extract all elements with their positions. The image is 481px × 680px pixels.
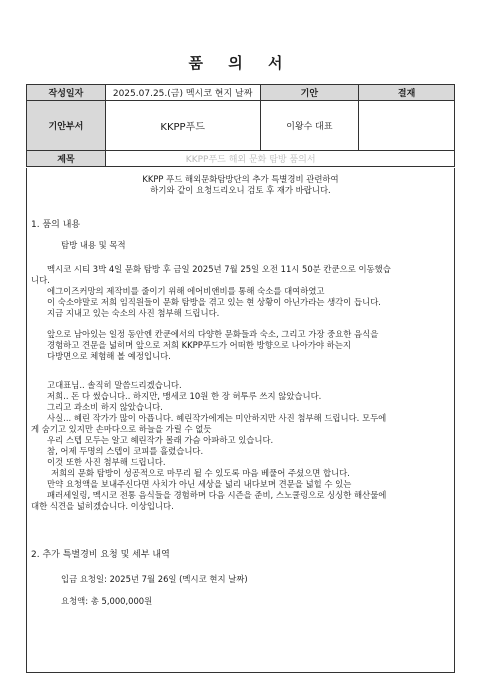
section2-heading: 2. 추가 특별경비 요청 및 세부 내역 <box>31 550 170 560</box>
draft-label: 기안 <box>260 85 359 101</box>
header-table <box>26 84 455 167</box>
requested-amount: 요청액: 총 5,000,000원 <box>61 596 153 606</box>
intro-line-2: 하기와 같이 요청드리오니 검토 후 재가 바랍니다. <box>150 185 331 195</box>
section1-heading: 1. 품의 내용 <box>31 220 81 230</box>
document-title: 품 의 서 <box>188 54 293 72</box>
subject-label: 제목 <box>27 151 106 167</box>
para3-line: 대한 식견을 넓히겠습니다. 이상입니다. <box>31 501 174 511</box>
para3-line: 참, 어제 두명의 스텝이 코피를 흘렸습니다. <box>47 446 204 456</box>
para1-line: 이 숙소야말로 저희 임직원들이 문화 탐방을 겪고 있는 현 상황이 아닌가라는 생각이 듭니다. <box>47 297 381 307</box>
para3-line: 저희의 문화 탐방이 성공적으로 마무리 될 수 있도록 마음 베풀어 주셨으면 합니다. <box>51 468 350 478</box>
drafter-value: 이왕수 대표 <box>260 101 359 151</box>
deposit-date: 입금 요청일: 2025년 7월 26일 (멕시코 현지 날짜) <box>61 574 248 584</box>
approval-label: 결재 <box>359 85 455 101</box>
para3-line: 게 숨기고 있지만 손마다으로 하늘을 가릴 수 없듯 <box>31 424 212 434</box>
section1-subheading: 탐방 내용 및 목적 <box>61 240 126 250</box>
date-label: 작성일자 <box>27 85 106 101</box>
date-value: 2025.07.25.(금) 멕시코 현지 날짜 <box>105 85 260 101</box>
para3-line: 사실... 혜린 작가가 많이 아픕니다. 혜린작가에게는 미안하지만 사진 첨부해 드립니다. 모두에 <box>47 413 387 423</box>
dept-value: KKPP푸드 <box>105 101 260 151</box>
document-body <box>26 168 455 673</box>
para1-line: 지금 지내고 있는 숙소의 사진 첨부해 드립니다. <box>47 308 220 318</box>
para3-line: 만약 요청액을 보내주신다면 사치가 아닌 세상을 넓리 내다보며 견문을 넓힐 수 있는 <box>47 479 352 489</box>
para2-line: 다방면으로 체험해 볼 예정입니다. <box>47 351 171 361</box>
dept-label: 기안부서 <box>27 101 106 151</box>
para2-line: 경험하고 견문을 넓히며 앞으로 저희 KKPP푸드가 어떠한 방향으로 나아가야 하는지 <box>47 340 351 350</box>
para3-line: 우리 스텝 모두는 알고 혜린작가 몰래 가슴 아파하고 있습니다. <box>47 435 274 445</box>
para3-line: 고대표님.. 솔직히 말씀드리겠습니다. <box>47 380 182 390</box>
para3-line: 이것 또한 사진 첨부해 드립니다. <box>47 457 166 467</box>
para3-line: 패러세일링, 멕시코 전통 음식들을 경험하며 다음 시즌을 준비, 스노쿨링으로 싱싱한 해산물에 <box>47 490 387 500</box>
para3-line: 저희.. 돈 다 썼습니다.. 하지만, 맹세코 10원 한 장 허투루 쓰지 않았습니다. <box>47 391 322 401</box>
para1-line: 니다. <box>31 275 50 285</box>
para1-line: 멕시코 시티 3박 4일 문화 탐방 후 금일 2025년 7월 25일 오전 11시 50분 칸쿤으로 이동했습 <box>47 264 391 274</box>
subject-value: KKPP푸드 해외 문화 탐방 품의서 <box>105 151 454 167</box>
para2-line: 앞으로 남아있는 일정 동안엔 칸쿤에서의 다양한 문화들과 숙소, 그리고 가장 중요한 음식을 <box>47 329 379 339</box>
para3-line: 그리고 과소비 하지 않았습니다. <box>47 402 163 412</box>
approval-box <box>359 101 455 151</box>
intro-line-1: KKPP 푸드 해외문화탐방단의 추가 특별경비 관련하여 <box>142 174 339 184</box>
para1-line: 에그이즈커망의 제작비를 줄이기 위해 에어비앤비를 통해 숙소를 대여하였고 <box>47 286 325 296</box>
